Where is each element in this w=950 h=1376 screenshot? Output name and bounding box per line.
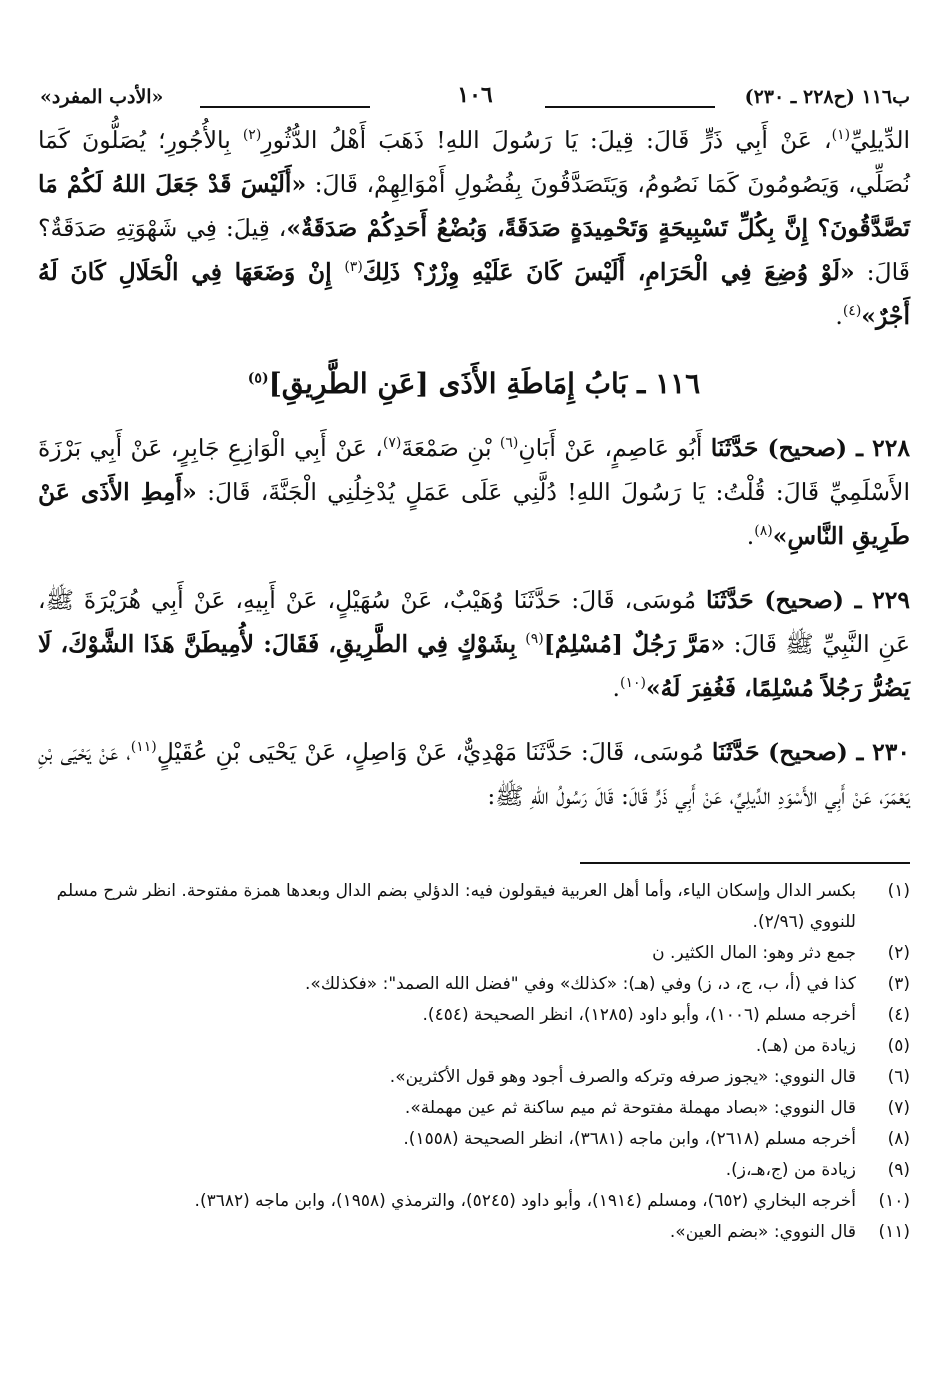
footnote-item (38, 1062, 910, 1093)
footnote-number: (٢) (887, 943, 910, 963)
hadith-intro: ٢٣٠ ـ (صحيح) حَدَّثَنَا (711, 738, 911, 766)
footnote-ref: (١١) (130, 739, 157, 756)
hadith-229 (38, 578, 910, 710)
footnote-text: قال النووي: «يجوز صرفه وتركه والصرف أجود وهو قول الأكثرين». (389, 1067, 856, 1087)
footnote-number: (٩) (887, 1160, 910, 1180)
prophetic-saying: إِنْ وَضَعَهَا فِي الْحَلَالِ كَانَ لَهُ أَجْرٌ» (38, 258, 910, 330)
prophetic-saying: «لَوْ وُضِعَ فِي الْحَرَامِ، أَلَيْسَ كَانَ عَلَيْهِ وِزْرٌ؟ ذَلِكَ (362, 258, 855, 286)
footnote-ref: (٥) (247, 370, 269, 387)
hadith-text-a: أَبُو عَاصِمٍ، عَنْ أَبَانِ (518, 434, 711, 462)
hadith-228 (38, 426, 910, 558)
footnote-text: قال النووي: «بصاد مهملة مفتوحة ثم ميم ساكنة ثم عين مهملة». (404, 1098, 856, 1118)
prophetic-saying: بِشَوْكٍ فِي الطَّرِيقِ، فَقَالَ: لأُمِيطَنَّ هَذَا الشَّوْكَ، لَا يَضُرُّ رَجُلاً مُسْلِمًا، فَغُفِرَ لَهُ» (38, 630, 910, 702)
hadith-text-b: ، عَنْ يَحْيَى بْنِ يَعْمَرَ، عَنْ أَبِي الأَسْوَدِ الدِّيلِيِّ، عَنْ أَبِي ذَرٍّ قَالَ: قَالَ رَسُولُ اللهِ ﷺ: (38, 738, 910, 810)
footnote-separator (580, 862, 910, 864)
footnote-item (38, 969, 910, 1000)
footnote-item (38, 1186, 910, 1217)
footnote-number: (٤) (887, 1005, 910, 1025)
prophetic-saying: «مَرَّ رَجُلٌ [مُسْلِمٌ] (543, 630, 726, 658)
footnote-text: أخرجه البخاري (٦٥٢)، ومسلم (١٩١٤)، وأبو داود (٥٢٤٥)، والترمذي (١٩٥٨)، وابن ماجه (٣٦٨٢). (194, 1191, 856, 1211)
page-number: ١٠٦ (457, 82, 493, 108)
header-rule-left (200, 106, 370, 108)
main-text (38, 118, 910, 818)
footnote-number: (١١) (878, 1222, 910, 1242)
hadith-text-c: ، عَنْ أَبِي الْوَازِعِ جَابِرٍ، عَنْ أَبِي بَرْزَةَ الأَسْلَمِيِّ قَالَ: قُلْتُ: يَا رَسُولَ اللهِ! دُلَّنِي عَلَى عَمَلٍ يُدْخِلُنِي الْجَنَّةَ، قَالَ: (38, 434, 910, 506)
footnote-text: بكسر الدال وإسكان الياء، وأما أهل العربية فيقولون فيه: الدؤلي بضم الدال وبعدها همزة مفتوحة. انظر شرح مسلم للنووي (٢/٩٦). (56, 881, 856, 932)
section-reference: ب١١٦ (ح٢٢٨ ـ ٢٣٠) (744, 86, 910, 108)
footnote-number: (٧) (887, 1098, 910, 1118)
footnote-ref: (١٠) (619, 675, 646, 692)
hadith-intro: ٢٢٨ ـ (صحيح) حَدَّثَنَا (710, 434, 910, 462)
footnote-ref: (١) (831, 127, 851, 144)
chapter-title (38, 360, 910, 408)
footnote-ref: (٦) (499, 435, 519, 452)
footnote-item (38, 1217, 910, 1248)
footnote-ref: (٤) (842, 303, 862, 320)
chapter-title-text: ١١٦ ـ بَابُ إِمَاطَةِ الأَذَى [عَنِ الطَّرِيقِ] (268, 367, 701, 400)
footnote-text: زيادة من (هـ). (755, 1036, 856, 1056)
opening-text-b: ، عَنْ أَبِي ذَرٍّ قَالَ: قِيلَ: يَا رَسُولَ اللهِ! ذَهَبَ أَهْلُ الدُّثُورِ (261, 126, 832, 154)
footnote-number: (١٠) (878, 1191, 910, 1211)
footnote-text: جمع دثر وهو: المال الكثير. ن (652, 943, 856, 963)
footnote-number: (٥) (887, 1036, 910, 1056)
footnote-number: (٨) (887, 1129, 910, 1149)
hadith-text-a: مُوسَى، قَالَ: حَدَّثَنَا وُهَيْبٌ، عَنْ سُهَيْلٍ، عَنْ أَبِيهِ، عَنْ أَبِي هُرَيْرَةَ ﷺ، عَنِ النَّبِيِّ ﷺ قَالَ: (38, 586, 910, 658)
footnote-text: كذا في (أ، ب، ج، د، ز) وفي (هـ): «كذلك» وفي "فضل الله الصمد": «فكذلك». (305, 974, 856, 994)
opening-text-c: بِالأُجُورِ؛ يُصَلُّونَ كَمَا نُصَلِّي، وَيَصُومُونَ كَمَا نَصُومُ، وَيَتَصَدَّقُونَ بِفُضُولِ أَمْوَالِهِمْ، قَالَ: (38, 126, 910, 198)
footnote-number: (٦) (887, 1067, 910, 1087)
footnote-item (38, 1093, 910, 1124)
opening-paragraph (38, 118, 910, 338)
footnote-text: قال النووي: «بضم العين». (669, 1222, 856, 1242)
page-header (40, 82, 910, 116)
footnote-ref: (٧) (382, 435, 402, 452)
book-title: «الأدب المفرد» (40, 86, 164, 108)
footnote-number: (١) (887, 881, 910, 901)
opening-text-e: . (835, 302, 843, 330)
footnote-text: زيادة من (ج،هـ،ز). (725, 1160, 856, 1180)
footnote-item (38, 1155, 910, 1186)
footnote-text: أخرجه مسلم (٢٦١٨)، وابن ماجه (٣٦٨١)، انظر الصحيحة (١٥٥٨). (403, 1129, 856, 1149)
opening-text-d: ، قِيلَ: فِي شَهْوَتِهِ صَدَقَةٌ؟ قَالَ: (38, 214, 910, 286)
hadith-text-d: . (746, 522, 755, 550)
hadith-intro: ٢٢٩ ـ (صحيح) حَدَّثَنَا (706, 586, 910, 614)
header-rule-right (545, 106, 715, 108)
footnote-item (38, 1000, 910, 1031)
footnotes (38, 876, 910, 1248)
prophetic-saying: «أَمِطِ الأَذَى عَنْ طَرِيقِ النَّاسِ» (38, 478, 910, 550)
footnote-item (38, 876, 910, 938)
footnote-item (38, 938, 910, 969)
hadith-230 (38, 730, 910, 818)
prophetic-saying: «أَلَيْسَ قَدْ جَعَلَ اللهُ لَكُمْ مَا تَصَّدَّقُونَ؟ إِنَّ بِكُلِّ تَسْبِيحَةٍ وَتَحْمِيدَةٍ صَدَقَةً، وَبُضْعُ أَحَدِكُمْ صَدَقَةٌ» (38, 170, 910, 242)
footnote-ref: (٨) (754, 523, 773, 540)
footnote-ref: (٢) (242, 127, 262, 144)
footnote-item (38, 1031, 910, 1062)
footnote-text: أخرجه مسلم (١٠٠٦)، وأبو داود (١٢٨٥)، انظر الصحيحة (٤٥٤). (422, 1005, 856, 1025)
footnote-item (38, 1124, 910, 1155)
opening-text-a: الدِّيلِيِّ (850, 126, 911, 154)
footnote-ref: (٩) (525, 631, 544, 648)
footnote-number: (٣) (887, 974, 910, 994)
hadith-text-a: مُوسَى، قَالَ: حَدَّثَنَا مَهْدِيٌّ، عَنْ وَاصِلٍ، عَنْ يَحْيَى بْنِ عُقَيْلٍ (156, 738, 712, 766)
hadith-text-b: . (612, 674, 620, 702)
hadith-text-b: بْنِ صَمْعَةَ (401, 434, 500, 462)
footnote-ref: (٣) (344, 259, 363, 276)
